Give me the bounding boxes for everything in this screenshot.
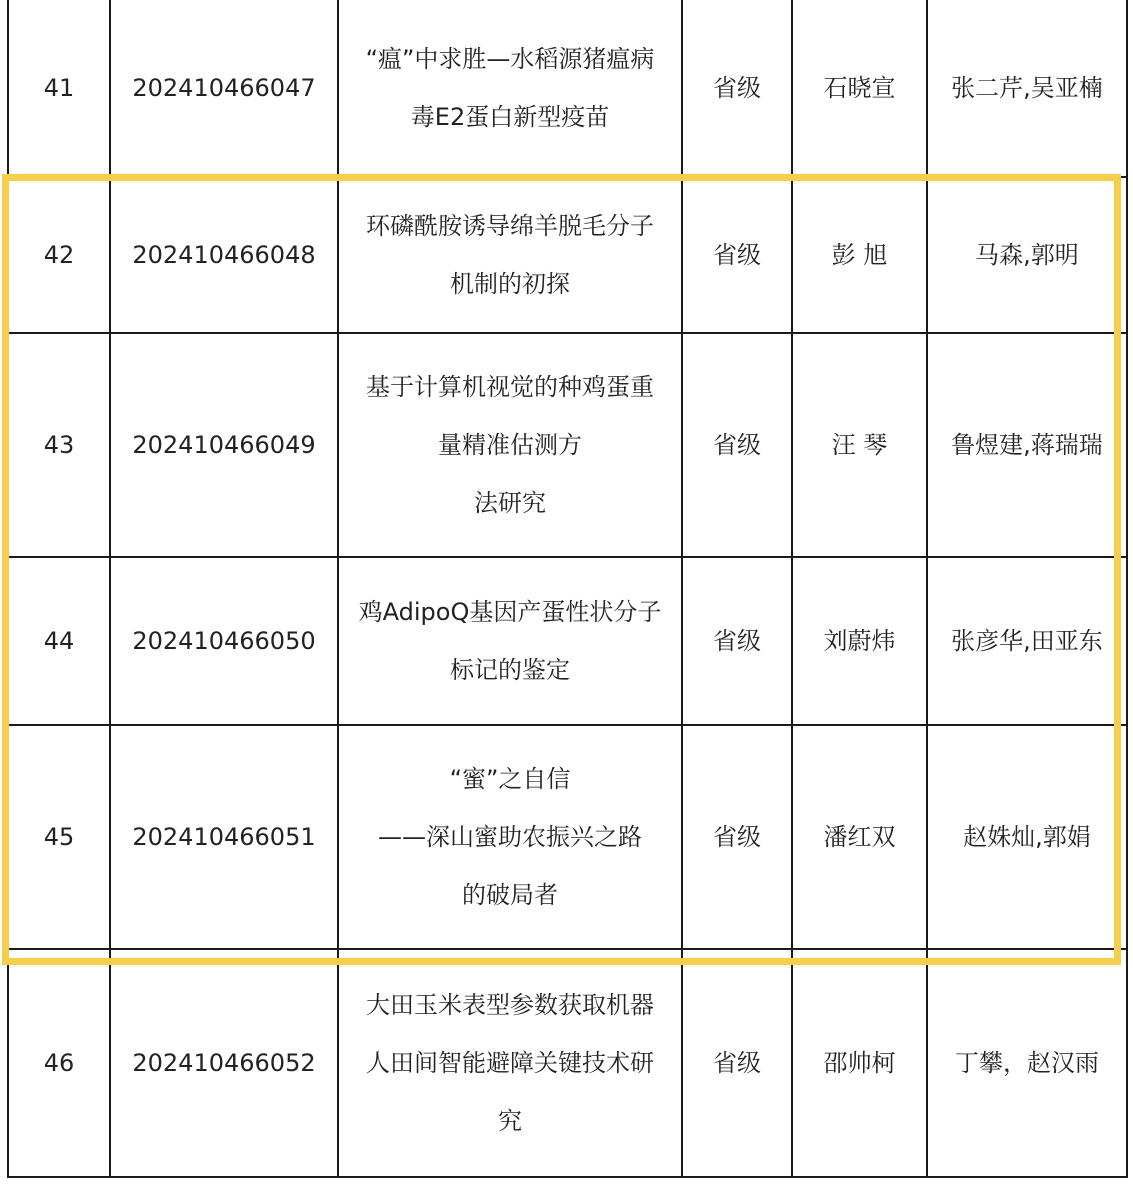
title-line: 法研究: [474, 489, 546, 517]
project-level: 省级: [682, 0, 792, 177]
project-level: 省级: [682, 725, 792, 949]
project-code: 202410466049: [110, 333, 338, 557]
project-leader: 潘红双: [792, 725, 927, 949]
project-title: [338, 725, 682, 949]
project-title: [338, 557, 682, 725]
row-number: 43: [8, 333, 110, 557]
project-level: 省级: [682, 949, 792, 1177]
project-level: 省级: [682, 333, 792, 557]
title-line: 环磷酰胺诱导绵羊脱毛分子: [366, 212, 654, 240]
project-title: [338, 0, 682, 177]
project-leader: 邵帅柯: [792, 949, 927, 1177]
project-advisors: 丁攀，赵汉雨: [927, 949, 1127, 1177]
project-code: 202410466047: [110, 0, 338, 177]
project-level: 省级: [682, 557, 792, 725]
title-line: 鸡AdipoQ基因产蛋性状分子: [358, 598, 662, 626]
project-leader: 彭 旭: [792, 177, 927, 333]
project-leader: 汪 琴: [792, 333, 927, 557]
title-line: 基于计算机视觉的种鸡蛋重: [366, 373, 654, 401]
table-row: [8, 0, 1127, 177]
row-number: 46: [8, 949, 110, 1177]
project-table: [7, 0, 1128, 1178]
row-number: 44: [8, 557, 110, 725]
table-row: [8, 177, 1127, 333]
table-row: [8, 949, 1127, 1177]
title-line: 的破局者: [462, 881, 558, 909]
title-line: 量精准估测方: [438, 431, 582, 459]
project-advisors: 鲁煜建,蒋瑞瑞: [927, 333, 1127, 557]
table-row: [8, 557, 1127, 725]
project-leader: 石晓宣: [792, 0, 927, 177]
project-code: 202410466050: [110, 557, 338, 725]
row-number: 41: [8, 0, 110, 177]
project-title: [338, 177, 682, 333]
title-line: 大田玉米表型参数获取机器: [366, 991, 654, 1019]
title-line: 究: [498, 1107, 522, 1135]
project-advisors: 张二芹,吴亚楠: [927, 0, 1127, 177]
project-advisors: 马森,郭明: [927, 177, 1127, 333]
project-title: [338, 949, 682, 1177]
table-row: [8, 333, 1127, 557]
project-code: 202410466051: [110, 725, 338, 949]
project-level: 省级: [682, 177, 792, 333]
title-line: 毒E2蛋白新型疫苗: [410, 103, 610, 131]
title-line: 标记的鉴定: [450, 656, 570, 684]
title-line: “蜜”之自信: [449, 765, 571, 793]
title-line: “瘟”中求胜—水稻源猪瘟病: [365, 45, 655, 73]
project-leader: 刘蔚炜: [792, 557, 927, 725]
title-line: ——深山蜜助农振兴之路: [378, 823, 642, 851]
title-line: 人田间智能避障关键技术研: [366, 1049, 654, 1077]
project-advisors: 张彦华,田亚东: [927, 557, 1127, 725]
project-code: 202410466048: [110, 177, 338, 333]
table-row: [8, 725, 1127, 949]
row-number: 42: [8, 177, 110, 333]
title-line: 机制的初探: [450, 270, 570, 298]
project-title: [338, 333, 682, 557]
row-number: 45: [8, 725, 110, 949]
project-advisors: 赵姝灿,郭娟: [927, 725, 1127, 949]
project-code: 202410466052: [110, 949, 338, 1177]
